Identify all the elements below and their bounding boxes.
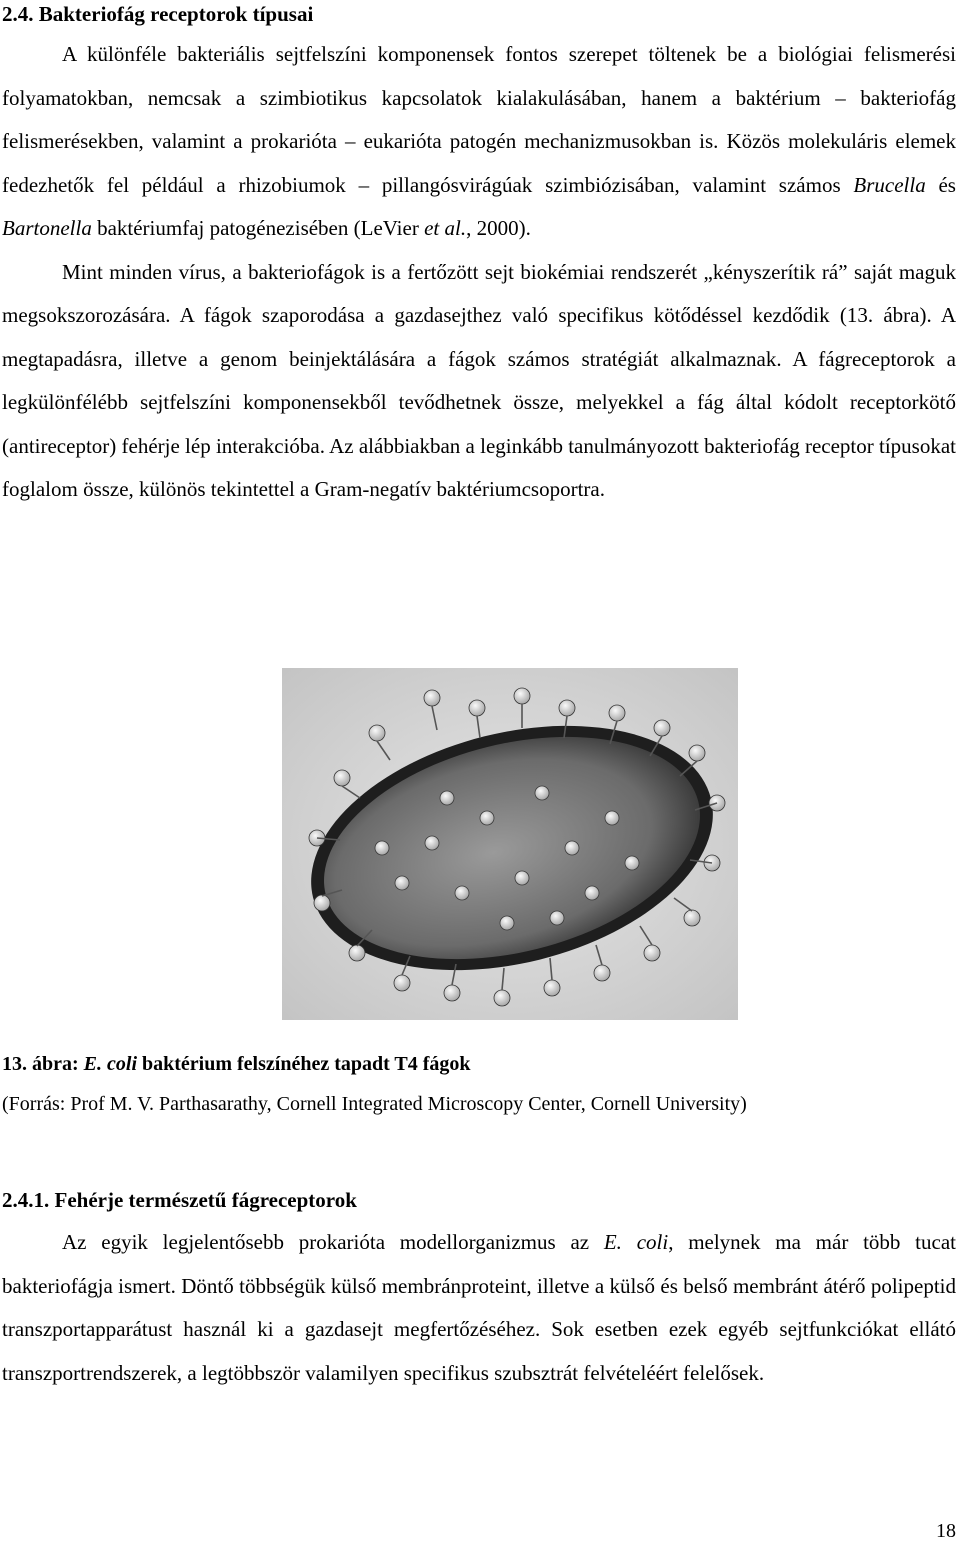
genus-bartonella: Bartonella (2, 216, 92, 240)
section-number: 2.4. (2, 2, 34, 26)
figure-label: 13. ábra: (2, 1053, 84, 1075)
organism-species: coli (107, 1053, 138, 1075)
microscopy-image (282, 668, 738, 1020)
intro-paragraphs (2, 33, 956, 512)
paragraph-intro-2: Mint minden vírus, a bakteriofágok is a fertőzött sejt biokémiai rendszerét „kényszerítik rá” saját maguk megsokszorozására. A fágok szaporodása a gazdasejthez való specifikus kötődéssel kezdődik (13. ábra). A megtapadásra, illetve a genom beinjektálására a fágok számos stratégiát alkalmaznak. A fágreceptorok a legkülönfélébb sejtfelszíni komponensekből tevődhetnek össze, melyekkel a fág által kódolt receptorkötő (antireceptor) fehérje lép interakcióba. Az alábbiakban a leginkább tanulmányozott bakteriofág receptor típusokat foglalom össze, különös tekintettel a Gram-negatív baktériumcsoportra. (2, 259, 956, 501)
section-title: Bakteriofág receptorok típusai (38, 2, 314, 26)
genus-brucella: Brucella (853, 172, 926, 197)
et-al: et al. (424, 216, 467, 240)
ecoli-t4-phage-micrograph (282, 668, 738, 1020)
caption-text: baktérium felszínéhez tapadt T4 fágok (137, 1053, 471, 1075)
figure-source: (Forrás: Prof M. V. Parthasarathy, Cornell Integrated Microscopy Center, Cornell University) (2, 1093, 747, 1115)
figure-caption (2, 1052, 471, 1076)
page-number: 18 (936, 1520, 956, 1542)
paragraph-subsection-1: Az egyik legjelentősebb prokarióta modellorganizmus az E. coli, melynek ma már több tucat bakteriofágja ismert. Döntő többségük külső membránproteint, illetve a külső és belső membránt átérő polipeptid transzportapparátust használ ki a gazdasejt megfertőzéséhez. Sok esetben ezek egyéb sejtfunkciókat ellátó transzportrendszerek, a legtöbbször valamilyen specifikus szubsztrát felvételéért felelősek. (2, 1230, 956, 1385)
organism-genus: E. (83, 1053, 103, 1075)
subsection-heading (2, 1188, 357, 1212)
section-heading (2, 2, 313, 26)
subsection-paragraphs (2, 1221, 956, 1395)
ecoli-italic: E. coli (603, 1230, 669, 1254)
subsection-number: 2.4.1. (2, 1188, 50, 1212)
subsection-title: Fehérje természetű fágreceptorok (54, 1188, 357, 1212)
paragraph-intro-1: A különféle bakteriális sejtfelszíni komponensek fontos szerepet töltenek be a biológiai felismerési folyamatokban, nemcsak a szimbiotikus kapcsolatok kialakulásában, hanem a baktérium – bakteriofág felismerésekben, valamint a prokarióta – eukarióta patogén mechanizmusokban is. Közös molekuláris elemek fedezhetők fel például a rhizobiumok – pillangósvirágúak szimbiózisában, valamint számos Brucella és Bartonella baktériumfaj patogénezisében (LeVier et al., 2000). (2, 42, 956, 240)
